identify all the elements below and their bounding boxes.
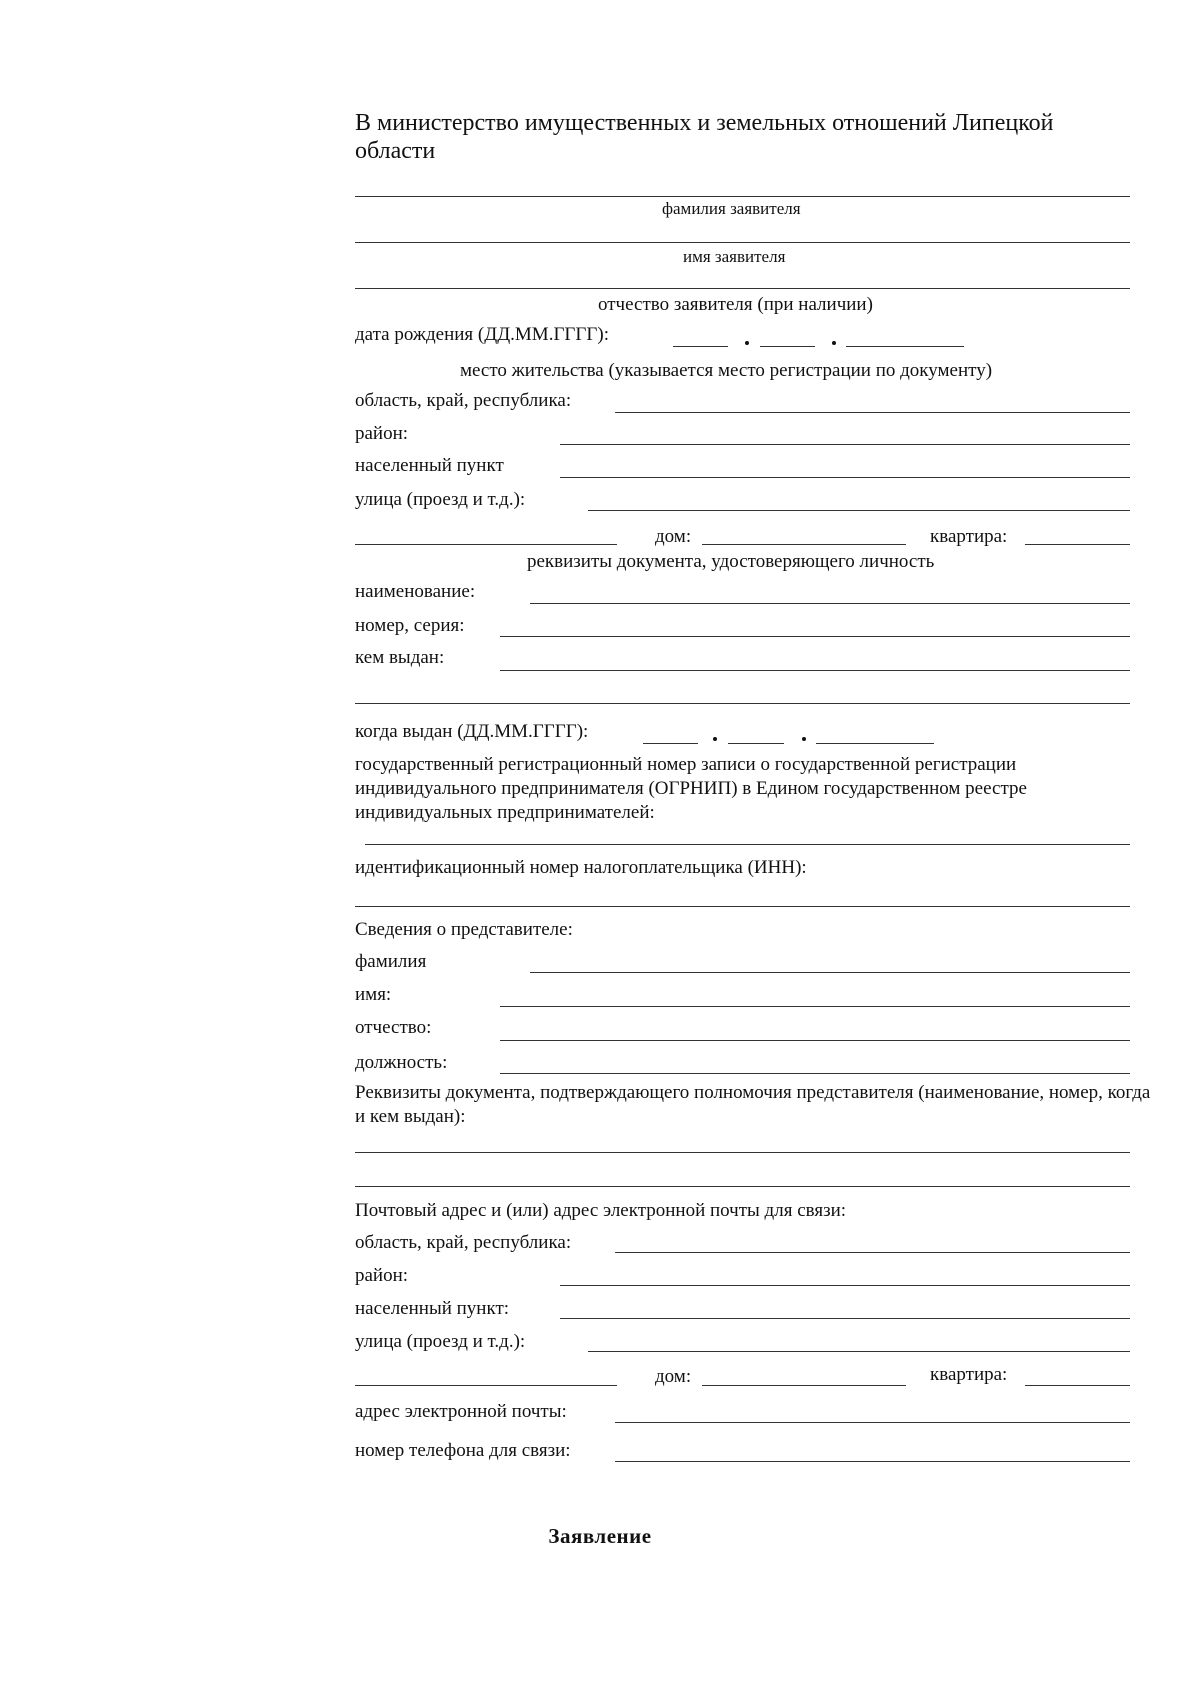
postal-street-continuation-field[interactable] [355, 1385, 617, 1386]
postal-district-label: район: [355, 1265, 409, 1286]
postal-street-field[interactable] [588, 1351, 1130, 1352]
name-caption: имя заявителя [683, 247, 786, 266]
patronymic-caption: отчество заявителя (при наличии) [598, 294, 873, 315]
postal-house-field[interactable] [702, 1385, 906, 1386]
inn-label: идентификационный номер налогоплательщика (ИНН): [355, 857, 807, 878]
document-title: Заявление [548, 1524, 652, 1548]
postal-locality-field[interactable] [560, 1318, 1130, 1319]
postal-phone-label: номер телефона для связи: [355, 1440, 571, 1461]
ogrnip-field[interactable] [365, 844, 1130, 845]
identity-doc-heading: реквизиты документа, удостоверяющего личность [527, 551, 935, 572]
date-separator-dot [713, 737, 717, 741]
postal-apartment-field[interactable] [1025, 1385, 1130, 1386]
representative-doc-field-1[interactable] [355, 1152, 1130, 1153]
identity-doc-issued-by-continuation-field[interactable] [355, 703, 1130, 704]
birth-year-field[interactable] [846, 346, 964, 347]
issued-month-field[interactable] [728, 743, 784, 744]
identity-doc-name-label: наименование: [355, 581, 476, 602]
residence-apartment-label: квартира: [930, 526, 1008, 547]
representative-doc-label: Реквизиты документа, подтверждающего полномочия представителя (наименование, номер, когда и кем выдан): [355, 1082, 1151, 1127]
birth-month-field[interactable] [760, 346, 815, 347]
residence-street-field[interactable] [588, 510, 1130, 511]
residence-street-continuation-field[interactable] [355, 544, 617, 545]
residence-house-field[interactable] [702, 544, 906, 545]
residence-heading: место жительства (указывается место регистрации по документу) [460, 360, 993, 381]
identity-doc-issued-by-field[interactable] [500, 670, 1130, 671]
postal-locality-label: населенный пункт: [355, 1298, 510, 1319]
residence-region-field[interactable] [615, 412, 1130, 413]
inn-field[interactable] [355, 906, 1130, 907]
postal-heading: Почтовый адрес и (или) адрес электронной почты для связи: [355, 1200, 847, 1221]
residence-locality-label: населенный пункт [355, 455, 504, 476]
postal-apartment-label: квартира: [930, 1364, 1008, 1385]
identity-doc-issued-date-label: когда выдан (ДД.ММ.ГГГГ): [355, 721, 589, 742]
representative-heading: Сведения о представителе: [355, 919, 573, 940]
surname-caption: фамилия заявителя [662, 199, 801, 218]
residence-locality-field[interactable] [560, 477, 1130, 478]
representative-surname-field[interactable] [530, 972, 1130, 973]
residence-district-label: район: [355, 423, 409, 444]
birth-day-field[interactable] [673, 346, 728, 347]
representative-doc-field-2[interactable] [355, 1186, 1130, 1187]
postal-phone-field[interactable] [615, 1461, 1130, 1462]
ogrnip-label: государственный регистрационный номер записи о государственной регистрации индивидуального предпринимателя (ОГРНИП) в Едином государственном реестре индивидуальных предпринимателей: [355, 754, 1027, 823]
identity-doc-issued-by-label: кем выдан: [355, 647, 445, 668]
representative-position-label: должность: [355, 1052, 448, 1073]
representative-name-field[interactable] [500, 1006, 1130, 1007]
name-field-line[interactable] [355, 242, 1130, 243]
birth-date-label: дата рождения (ДД.ММ.ГГГГ): [355, 324, 609, 345]
residence-region-label: область, край, республика: [355, 390, 572, 411]
identity-doc-number-label: номер, серия: [355, 615, 465, 636]
postal-district-field[interactable] [560, 1285, 1130, 1286]
date-separator-dot [745, 341, 749, 345]
patronymic-field-line[interactable] [355, 288, 1130, 289]
issued-year-field[interactable] [816, 743, 934, 744]
residence-apartment-field[interactable] [1025, 544, 1130, 545]
representative-position-field[interactable] [500, 1073, 1130, 1074]
representative-name-label: имя: [355, 984, 392, 1005]
representative-patronymic-field[interactable] [500, 1040, 1130, 1041]
postal-region-label: область, край, республика: [355, 1232, 572, 1253]
identity-doc-number-field[interactable] [500, 636, 1130, 637]
representative-patronymic-label: отчество: [355, 1017, 432, 1038]
identity-doc-name-field[interactable] [530, 603, 1130, 604]
date-separator-dot [832, 341, 836, 345]
issued-day-field[interactable] [643, 743, 698, 744]
postal-region-field[interactable] [615, 1252, 1130, 1253]
residence-street-label: улица (проезд и т.д.): [355, 489, 526, 510]
postal-house-label: дом: [655, 1366, 692, 1387]
representative-surname-label: фамилия [355, 951, 427, 972]
recipient-heading: В министерство имущественных и земельных отношений Липецкой области [355, 110, 1054, 164]
surname-field-line[interactable] [355, 196, 1130, 197]
date-separator-dot [802, 737, 806, 741]
residence-district-field[interactable] [560, 444, 1130, 445]
postal-email-label: адрес электронной почты: [355, 1401, 567, 1422]
postal-email-field[interactable] [615, 1422, 1130, 1423]
residence-house-label: дом: [655, 526, 692, 547]
postal-street-label: улица (проезд и т.д.): [355, 1331, 526, 1352]
